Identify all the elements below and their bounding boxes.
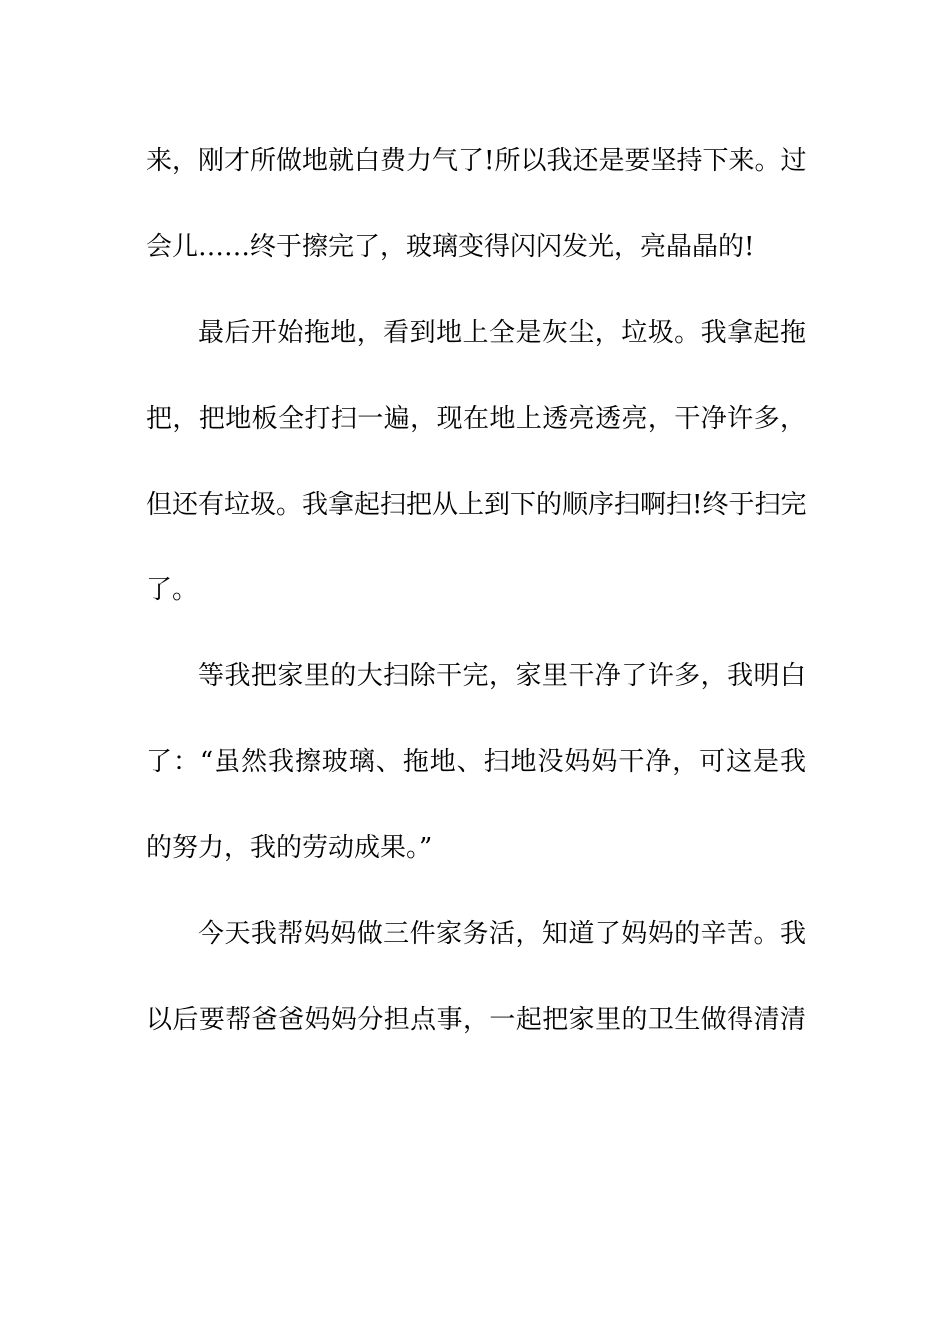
text-line: 来，刚才所做地就白费力气了!所以我还是要坚持下来。过 bbox=[146, 146, 806, 176]
paragraph-first-line: 今天我帮妈妈做三件家务活，知道了妈妈的辛苦。我 bbox=[198, 919, 806, 949]
text-line: 以后要帮爸爸妈妈分担点事，一起把家里的卫生做得清清 bbox=[146, 1005, 806, 1035]
paragraph-first-line: 最后开始拖地，看到地上全是灰尘，垃圾。我拿起拖 bbox=[198, 318, 806, 348]
text-line: 了：“虽然我擦玻璃、拖地、扫地没妈妈干净，可这是我 bbox=[146, 747, 806, 777]
text-line: 了。 bbox=[146, 575, 199, 605]
text-line: 但还有垃圾。我拿起扫把从上到下的顺序扫啊扫!终于扫完 bbox=[146, 490, 806, 520]
text-line: 会儿……终于擦完了，玻璃变得闪闪发光，亮晶晶的! bbox=[146, 232, 755, 262]
paragraph-first-line: 等我把家里的大扫除干完，家里干净了许多，我明白 bbox=[198, 661, 806, 691]
text-line: 把，把地板全打扫一遍，现在地上透亮透亮，干净许多， bbox=[146, 404, 806, 434]
text-line: 的努力，我的劳动成果。” bbox=[146, 833, 433, 863]
